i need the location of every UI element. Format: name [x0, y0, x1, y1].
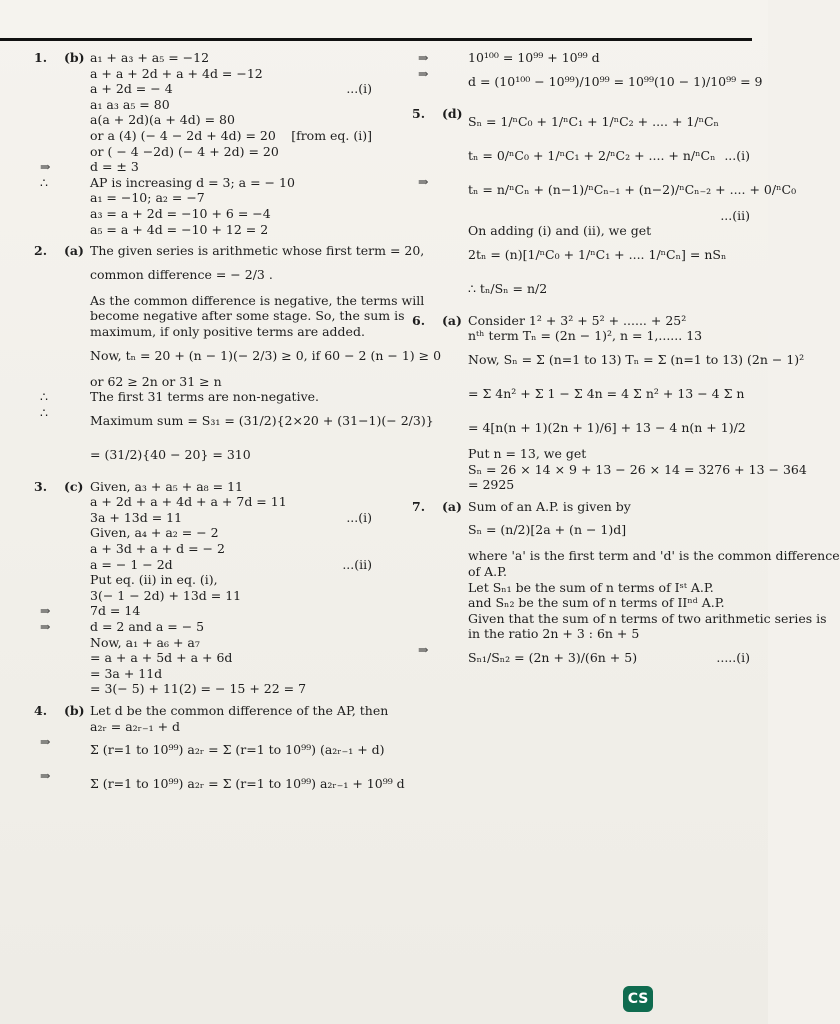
solution-line	[20, 324, 380, 340]
line-text: ∴ tₙ/Sₙ = n/2	[468, 280, 548, 296]
solution-line	[20, 588, 380, 604]
line-text: maximum, if only positive terms are added.	[90, 323, 365, 339]
answer-option: (a)	[64, 243, 84, 259]
solution-line	[20, 768, 405, 802]
line-text: in the ratio 2n + 3 : 6n + 5	[468, 626, 640, 642]
solution-line	[398, 344, 805, 378]
solution-line	[398, 173, 797, 208]
implication-symbol: ⇒	[40, 603, 51, 619]
line-text: Put n = 13, we get	[468, 445, 587, 461]
solution-line	[398, 412, 758, 446]
solution-line	[20, 259, 380, 293]
answer-option: (b)	[64, 703, 85, 718]
line-text: Given that the sum of n terms of two arithmetic series is	[468, 610, 827, 626]
solution-line	[20, 619, 380, 635]
line-text: Consider 1² + 3² + 5² + ...... + 25²	[468, 312, 687, 328]
line-text: a(a + 2d)(a + 4d) = 80	[90, 112, 235, 128]
solution-line	[398, 642, 758, 676]
solution-line	[20, 703, 389, 719]
solution-line	[398, 328, 758, 344]
solution-line	[20, 603, 380, 619]
answer-option: (c)	[64, 478, 84, 494]
solution-line	[398, 477, 758, 493]
line-text: a + a + 2d + a + 4d = −12	[90, 65, 263, 81]
line-text: Put eq. (ii) in eq. (i),	[90, 572, 218, 588]
line-text: common difference = − 2/3 .	[90, 266, 273, 282]
implication-symbol: ⇒	[418, 50, 429, 65]
solution-line	[398, 313, 758, 329]
implication-symbol: ⇒	[418, 173, 429, 189]
line-text: tₙ = 0/ⁿC₀ + 1/ⁿC₁ + 2/ⁿC₂ + .... + n/ⁿCₙ	[468, 147, 716, 163]
solution-line	[20, 50, 380, 66]
line-text: Sum of an A.P. is given by	[468, 498, 631, 514]
equation-reference: ...(i)	[724, 147, 750, 163]
answer-option: (b)	[64, 50, 85, 65]
line-text: Sₙ = 1/ⁿC₀ + 1/ⁿC₁ + 1/ⁿC₂ + .... + 1/ⁿCₙ	[468, 113, 719, 129]
line-text: Sₙ₁/Sₙ₂ = (2n + 3)/(6n + 5)	[468, 649, 638, 665]
question-number: 2.	[34, 243, 48, 259]
question-number: 4.	[34, 703, 48, 718]
solution-line	[398, 626, 758, 642]
solution-line	[20, 206, 380, 222]
solution-line	[398, 446, 758, 462]
line-text: Sₙ = (n/2)[2a + (n − 1)d]	[468, 522, 627, 538]
line-text: d = ± 3	[90, 159, 139, 175]
equation-reference: [from eq. (i)]	[291, 127, 372, 143]
line-text: = a + a + 5d + a + 6d	[90, 650, 233, 666]
solution-line	[398, 65, 763, 100]
solution-line	[398, 106, 758, 140]
solution-line	[398, 564, 758, 580]
solution-line	[20, 557, 380, 573]
line-text: a + 2d = − 4	[90, 81, 173, 97]
line-text: a₃ = a + 2d = −10 + 6 = −4	[90, 205, 271, 221]
line-text: of A.P.	[468, 563, 507, 579]
implication-symbol: ∴	[40, 389, 48, 405]
solution-line	[20, 144, 380, 160]
solution-line	[398, 208, 758, 224]
equation-reference: ...(i)	[346, 509, 372, 525]
solution-line	[20, 666, 380, 682]
solution-line	[20, 510, 380, 526]
line-text: a = − 1 − 2d	[90, 556, 173, 572]
line-text: a₅ = a + 4d = −10 + 12 = 2	[90, 221, 269, 237]
line-text: Now, tₙ = 20 + (n − 1)(− 2/3) ≥ 0, if 60 − 2 (n − 1) ≥ 0	[90, 347, 442, 363]
solution-line	[398, 239, 758, 273]
implication-symbol: ⇒	[40, 159, 51, 175]
line-text: a₁ + a₃ + a₅ = −12	[90, 50, 210, 65]
solution-line	[20, 439, 380, 473]
line-text: = 2925	[468, 477, 515, 493]
solution-line	[20, 719, 380, 735]
solution-line	[398, 610, 827, 627]
line-text: or 62 ≥ 2n or 31 ≥ n	[90, 373, 222, 389]
answer-option: (d)	[442, 105, 463, 121]
solution-line	[20, 340, 442, 374]
line-text: Given, a₃ + a₅ + a₈ = 11	[90, 478, 243, 494]
solution-line	[20, 541, 380, 557]
equation-reference: ...(ii)	[720, 207, 750, 223]
solution-line	[20, 97, 380, 113]
solution-line	[398, 580, 758, 596]
line-text: and Sₙ₂ be the sum of n terms of IIⁿᵈ A.P.	[468, 595, 725, 611]
solution-line	[398, 140, 758, 174]
solution-line	[20, 650, 380, 666]
line-text: = 3(− 5) + 11(2) = − 15 + 22 = 7	[90, 681, 307, 697]
solution-line	[398, 548, 840, 564]
line-text: As the common difference is negative, the terms will	[90, 292, 425, 308]
line-text: 10¹⁰⁰ = 10⁹⁹ + 10⁹⁹ d	[468, 50, 600, 65]
solution-line	[20, 190, 380, 206]
solution-line	[20, 292, 425, 309]
line-text: = (31/2){40 − 20} = 310	[90, 446, 251, 462]
solution-line	[20, 81, 380, 97]
solution-line	[20, 175, 380, 191]
line-text: Now, a₁ + a₆ + a₇	[90, 634, 200, 650]
right-column	[398, 50, 840, 676]
question-number: 3.	[34, 478, 48, 494]
line-text: Now, Sₙ = Σ (n=1 to 13) Tₙ = Σ (n=1 to 13) (2n − 1)²	[468, 351, 805, 367]
line-text: Let d be the common difference of the AP, then	[90, 703, 389, 718]
line-text: a + 3d + a + d = − 2	[90, 541, 225, 557]
solution-line	[398, 461, 807, 478]
solution-line	[398, 223, 758, 239]
camscanner-logo: CS	[623, 986, 653, 1012]
line-text: = 3a + 11d	[90, 665, 163, 681]
solution-line	[20, 479, 380, 495]
question-number: 5.	[412, 105, 426, 121]
line-text: Σ (r=1 to 10⁹⁹) a₂ᵣ = Σ (r=1 to 10⁹⁹) a₂ᵣ₋₁ + 10⁹⁹ d	[90, 776, 405, 792]
left-column	[20, 50, 442, 802]
solution-line	[20, 681, 380, 697]
line-text: 7d = 14	[90, 603, 141, 619]
equation-reference: ...(ii)	[342, 556, 372, 572]
solution-line	[20, 308, 405, 324]
solution-line	[398, 273, 758, 307]
solution-line	[20, 222, 380, 238]
line-text: 3(− 1 − 2d) + 13d = 11	[90, 587, 242, 603]
line-text: 2tₙ = (n)[1/ⁿC₀ + 1/ⁿC₁ + .... 1/ⁿCₙ] = nSₙ	[468, 246, 727, 262]
solution-line	[398, 595, 758, 611]
line-text: where 'a' is the first term and 'd' is the common difference	[468, 548, 840, 564]
implication-symbol: ⇒	[40, 768, 51, 784]
solution-line	[20, 159, 380, 175]
line-text: Maximum sum = S₃₁ = (31/2){2×20 + (31−1)(− 2/3)}	[90, 412, 434, 428]
line-text: d = 2 and a = − 5	[90, 619, 205, 635]
implication-symbol: ∴	[40, 174, 48, 190]
solution-line	[20, 734, 385, 768]
solution-line	[20, 128, 380, 144]
line-text: AP is increasing d = 3; a = − 10	[90, 174, 295, 190]
line-text: a₁ = −10; a₂ = −7	[90, 190, 205, 206]
line-text: d = (10¹⁰⁰ − 10⁹⁹)/10⁹⁹ = 10⁹⁹(10 − 1)/10⁹⁹ = 9	[468, 73, 763, 89]
line-text: a + 2d + a + 4d + a + 7d = 11	[90, 494, 287, 510]
solution-line	[20, 635, 380, 651]
line-text: Given, a₄ + a₂ = − 2	[90, 525, 219, 541]
solution-line	[20, 243, 425, 259]
line-text: Σ (r=1 to 10⁹⁹) a₂ᵣ = Σ (r=1 to 10⁹⁹) (a₂ᵣ₋₁ + d)	[90, 742, 385, 758]
question-number: 7.	[412, 498, 426, 514]
line-text: The first 31 terms are non-negative.	[90, 389, 320, 405]
implication-symbol: ⇒	[418, 641, 429, 657]
top-rule	[0, 38, 752, 41]
solution-line	[20, 494, 380, 510]
solution-line	[398, 499, 758, 515]
line-text: become negative after some stage. So, the sum is	[90, 308, 405, 324]
solution-line	[398, 378, 758, 412]
line-text: The given series is arithmetic whose first term = 20,	[90, 243, 425, 259]
solution-line	[20, 374, 380, 390]
equation-reference: ...(i)	[346, 81, 372, 97]
line-text: Let Sₙ₁ be the sum of n terms of Iˢᵗ A.P.	[468, 579, 714, 595]
line-text: Sₙ = 26 × 14 × 9 + 13 − 26 × 14 = 3276 + 13 − 364	[468, 461, 807, 477]
line-text: or ( − 4 −2d) (− 4 + 2d) = 20	[90, 143, 279, 159]
implication-symbol: ∴	[40, 404, 48, 420]
answer-option: (a)	[442, 498, 462, 514]
line-text: nᵗʰ term Tₙ = (2n − 1)², n = 1,...... 13	[468, 328, 703, 344]
implication-symbol: ⇒	[40, 619, 51, 635]
implication-symbol: ⇒	[418, 65, 429, 81]
line-text: 3a + 13d = 11	[90, 509, 183, 525]
line-text: tₙ = n/ⁿCₙ + (n−1)/ⁿCₙ₋₁ + (n−2)/ⁿCₙ₋₂ + .... + 0/ⁿC₀	[468, 181, 797, 197]
solution-line	[20, 572, 380, 588]
line-text: = Σ 4n² + Σ 1 − Σ 4n = 4 Σ n² + 13 − 4 Σ n	[468, 385, 745, 401]
line-text: or a (4) (− 4 − 2d + 4d) = 20	[90, 127, 276, 143]
equation-reference: .....(i)	[716, 649, 750, 665]
question-number: 1.	[34, 50, 48, 65]
line-text: = 4[n(n + 1)(2n + 1)/6] + 13 − 4 n(n + 1)/2	[468, 419, 746, 435]
solution-line	[20, 66, 380, 82]
line-text: a₁ a₃ a₅ = 80	[90, 96, 170, 112]
line-text: a₂ᵣ = a₂ᵣ₋₁ + d	[90, 718, 181, 734]
solution-line	[20, 112, 380, 128]
solution-line	[398, 514, 758, 548]
solution-line	[398, 50, 758, 66]
answer-option: (a)	[442, 312, 462, 328]
question-number: 6.	[412, 312, 426, 328]
implication-symbol: ⇒	[40, 734, 51, 750]
line-text: On adding (i) and (ii), we get	[468, 223, 652, 239]
solution-line	[20, 389, 380, 405]
solution-line	[20, 525, 380, 541]
solution-line	[20, 404, 434, 439]
